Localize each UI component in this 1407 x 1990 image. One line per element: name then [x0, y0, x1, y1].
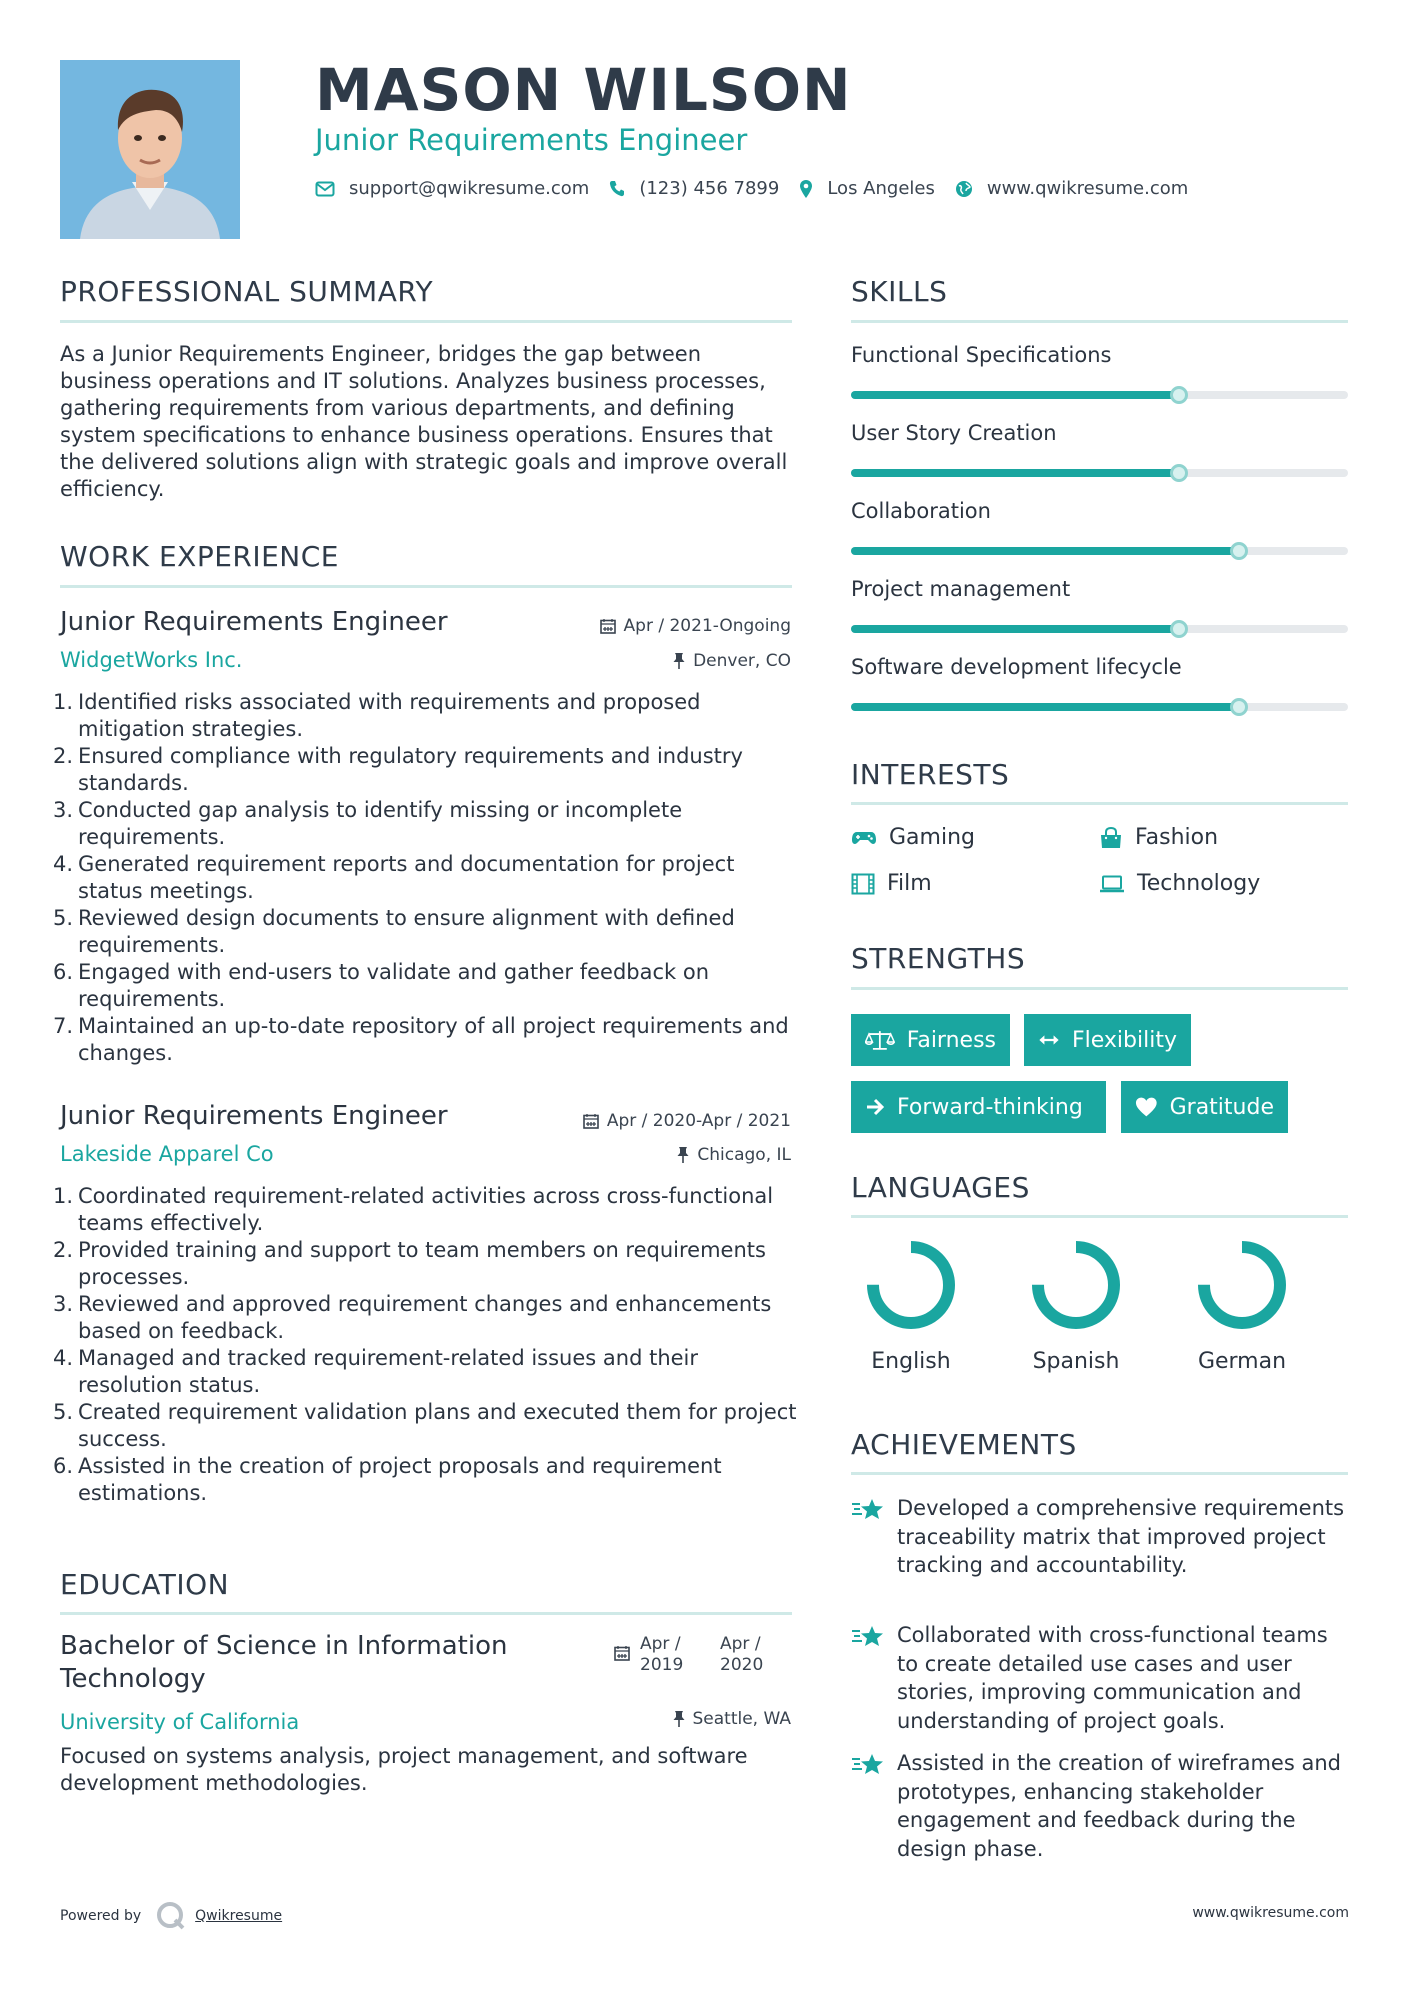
skills-heading: SKILLS — [851, 275, 948, 308]
language-item — [1177, 1240, 1307, 1376]
education-start: Apr / 2019 — [640, 1634, 684, 1675]
language-item — [846, 1240, 976, 1376]
job-company: WidgetWorks Inc. — [60, 648, 243, 672]
skill-bar-fill — [851, 469, 1179, 477]
bullet-number: 3. — [52, 798, 73, 822]
interest-label: Technology — [1137, 871, 1261, 896]
skill-bar-fill — [851, 625, 1179, 633]
envelope-icon — [315, 181, 335, 197]
list-item — [52, 1237, 797, 1291]
skill-label: Project management — [851, 577, 1071, 601]
bullet-number: 5. — [52, 1400, 73, 1424]
bullet-text: Reviewed design documents to ensure alignment with defined requirements. — [78, 906, 735, 957]
skills-divider — [851, 320, 1348, 323]
language-gauge — [1031, 1240, 1121, 1330]
bullet-text: Reviewed and approved requirement changes and enhancements based on feedback. — [78, 1292, 772, 1343]
globe-icon — [955, 180, 973, 198]
strength-label: Forward-thinking — [897, 1094, 1083, 1120]
job-dates — [600, 614, 791, 638]
interest-label: Gaming — [889, 825, 975, 850]
profile-photo — [60, 60, 240, 239]
achievement-item — [851, 1749, 1351, 1863]
bullet-text: Maintained an up-to-date repository of all project requirements and changes. — [78, 1014, 789, 1065]
strength-badge — [851, 1081, 1106, 1133]
education-description: Focused on systems analysis, project management, and software development methodologies. — [60, 1744, 748, 1795]
skill-bar-fill — [851, 391, 1179, 399]
list-item — [52, 1345, 797, 1399]
bullet-number: 1. — [52, 690, 73, 714]
contact-phone-text: (123) 456 7899 — [639, 178, 780, 199]
footer-website[interactable]: www.qwikresume.com — [1192, 1905, 1349, 1921]
education-location-text: Seattle, WA — [692, 1709, 791, 1729]
bullet-number: 1. — [52, 1184, 73, 1208]
shooting-star-icon — [851, 1496, 885, 1524]
candidate-name: MASON WILSON — [315, 56, 852, 124]
bullet-number: 6. — [52, 1454, 73, 1478]
education-divider — [60, 1612, 792, 1615]
skill-bar-knob — [1170, 386, 1188, 404]
skill-bar-track — [851, 469, 1348, 477]
strength-badge — [1024, 1014, 1191, 1066]
list-item — [52, 1453, 797, 1507]
brand-link[interactable]: Qwikresume — [195, 1908, 283, 1924]
bullet-text: Generated requirement reports and documentation for project status meetings. — [78, 852, 735, 903]
pushpin-icon — [673, 1710, 685, 1728]
list-item — [52, 1013, 797, 1067]
bullet-text: Ensured compliance with regulatory requirements and industry standards. — [78, 744, 743, 795]
interest-label: Fashion — [1135, 825, 1219, 850]
bullet-number: 5. — [52, 906, 73, 930]
education-location — [673, 1707, 792, 1731]
shooting-star-icon — [851, 1623, 885, 1651]
achievement-item — [851, 1621, 1351, 1735]
bullet-text: Provided training and support to team members on requirements processes. — [78, 1238, 766, 1289]
contact-phone[interactable] — [609, 178, 779, 199]
job-location — [677, 1143, 791, 1167]
strength-label: Flexibility — [1072, 1027, 1177, 1053]
languages-divider — [851, 1215, 1348, 1218]
interest-item — [851, 869, 932, 899]
interest-label: Film — [887, 871, 932, 896]
language-item — [1011, 1240, 1141, 1376]
achievements-heading: ACHIEVEMENTS — [851, 1428, 1077, 1461]
skill-bar-track — [851, 391, 1348, 399]
bullet-text: Managed and tracked requirement-related issues and their resolution status. — [78, 1346, 699, 1397]
strength-badge — [1121, 1081, 1288, 1133]
bullet-number: 3. — [52, 1292, 73, 1316]
contact-location — [799, 178, 935, 199]
list-item — [52, 851, 797, 905]
film-icon — [851, 873, 875, 895]
strength-label: Gratitude — [1169, 1094, 1274, 1120]
work-divider — [60, 585, 792, 588]
job-bullet-list — [52, 689, 797, 1067]
powered-by-text: Powered by — [60, 1908, 142, 1924]
list-item — [52, 1183, 797, 1237]
list-item — [52, 689, 797, 743]
education-dates — [614, 1634, 800, 1676]
job-location — [673, 649, 791, 673]
education-heading: EDUCATION — [60, 1568, 230, 1601]
work-heading: WORK EXPERIENCE — [60, 540, 339, 573]
skill-bar-fill — [851, 703, 1239, 711]
bullet-number: 2. — [52, 1238, 73, 1262]
skill-label: Collaboration — [851, 499, 991, 523]
language-gauge — [1197, 1240, 1287, 1330]
summary-divider — [60, 320, 792, 323]
footer-branding — [60, 1900, 282, 1932]
pushpin-icon — [673, 652, 685, 670]
skill-bar-knob — [1230, 698, 1248, 716]
contact-website[interactable] — [955, 178, 1188, 199]
list-item — [52, 905, 797, 959]
degree-title: Bachelor of Science in Information Technology — [60, 1631, 508, 1694]
candidate-title: Junior Requirements Engineer — [315, 123, 748, 157]
language-label: German — [1197, 1349, 1287, 1374]
skill-bar-knob — [1170, 464, 1188, 482]
list-item — [52, 743, 797, 797]
bullet-text: Coordinated requirement-related activities across cross-functional teams effectively. — [78, 1184, 774, 1235]
calendar-icon — [583, 1113, 599, 1129]
achievement-text: Collaborated with cross-functional teams to create detailed use cases and user stories, improving communication and understanding of project goals. — [897, 1623, 1328, 1733]
job-title: Junior Requirements Engineer — [60, 1101, 448, 1131]
contact-location-text: Los Angeles — [827, 178, 935, 199]
bullet-text: Engaged with end-users to validate and gather feedback on requirements. — [78, 960, 710, 1011]
job-dates — [583, 1109, 791, 1133]
languages-heading: LANGUAGES — [851, 1171, 1030, 1204]
skill-bar-track — [851, 703, 1348, 711]
achievement-text: Assisted in the creation of wireframes and prototypes, enhancing stakeholder engagement and feedback during the design phase. — [897, 1751, 1341, 1861]
job-location-text: Chicago, IL — [697, 1145, 791, 1165]
language-gauge — [866, 1240, 956, 1330]
language-gauge-arc — [873, 1247, 949, 1323]
list-item — [52, 797, 797, 851]
job-bullet-list — [52, 1183, 797, 1507]
contact-website-text: www.qwikresume.com — [986, 178, 1189, 199]
balance-scale-icon — [865, 1029, 895, 1051]
interest-item — [1099, 869, 1260, 899]
calendar-icon — [614, 1645, 630, 1661]
job-title: Junior Requirements Engineer — [60, 607, 448, 637]
strengths-divider — [851, 987, 1348, 990]
contact-bar — [315, 178, 1208, 199]
skill-bar-track — [851, 625, 1348, 633]
heart-icon — [1135, 1096, 1158, 1118]
pushpin-icon — [677, 1146, 689, 1164]
interest-item — [1099, 823, 1218, 853]
arrow-right-icon — [865, 1097, 885, 1117]
skill-bar-knob — [1170, 620, 1188, 638]
calendar-icon — [600, 618, 616, 634]
strengths-heading: STRENGTHS — [851, 942, 1026, 975]
contact-email-text: support@qwikresume.com — [349, 178, 590, 199]
skill-label: User Story Creation — [851, 421, 1057, 445]
gamepad-icon — [851, 829, 877, 847]
interests-heading: INTERESTS — [851, 758, 1010, 791]
education-end: Apr / 2020 — [720, 1634, 764, 1675]
strength-label: Fairness — [906, 1027, 996, 1053]
skill-label: Functional Specifications — [851, 343, 1112, 367]
shooting-star-icon — [851, 1751, 885, 1779]
skill-bar-knob — [1230, 542, 1248, 560]
summary-text: As a Junior Requirements Engineer, bridges the gap between business operations and IT solutions. Analyzes business processes, gathering requirements from various departments, and defining system specifications to enhance business operations. Ensures that the delivered solutions align with strategic goals and improve overall efficiency. — [60, 342, 788, 501]
language-label: English — [871, 1349, 951, 1374]
bullet-text: Identified risks associated with requirements and proposed mitigation strategies. — [78, 690, 701, 741]
job-company: Lakeside Apparel Co — [60, 1142, 274, 1166]
language-label: Spanish — [1032, 1349, 1120, 1374]
interests-divider — [851, 802, 1348, 805]
list-item — [52, 1399, 797, 1453]
contact-email[interactable] — [315, 178, 589, 199]
strength-badge — [851, 1014, 1010, 1066]
summary-heading: PROFESSIONAL SUMMARY — [60, 275, 434, 308]
bullet-number: 2. — [52, 744, 73, 768]
achievement-item — [851, 1494, 1351, 1580]
language-gauge-arc — [1038, 1247, 1114, 1323]
laptop-icon — [1099, 875, 1125, 893]
skill-bar-fill — [851, 547, 1239, 555]
skill-bar-track — [851, 547, 1348, 555]
bullet-number: 4. — [52, 852, 73, 876]
bullet-number: 7. — [52, 1014, 73, 1038]
qwikresume-logo-icon — [155, 1900, 187, 1932]
skill-label: Software development lifecycle — [851, 655, 1182, 679]
arrows-horizontal-icon — [1038, 1032, 1060, 1048]
bullet-number: 4. — [52, 1346, 73, 1370]
bullet-text: Assisted in the creation of project proposals and requirement estimations. — [78, 1454, 722, 1505]
map-pin-icon — [799, 179, 813, 199]
list-item — [52, 959, 797, 1013]
bullet-text: Conducted gap analysis to identify missing or incomplete requirements. — [78, 798, 683, 849]
job-dates-text: Apr / 2021-Ongoing — [623, 616, 791, 636]
phone-icon — [609, 180, 625, 198]
job-location-text: Denver, CO — [693, 651, 791, 671]
job-dates-text: Apr / 2020-Apr / 2021 — [606, 1111, 791, 1131]
list-item — [52, 1291, 797, 1345]
school-name: University of California — [60, 1710, 300, 1734]
bullet-number: 6. — [52, 960, 73, 984]
bullet-text: Created requirement validation plans and executed them for project success. — [78, 1400, 797, 1451]
shopping-bag-icon — [1099, 827, 1123, 849]
achievement-text: Developed a comprehensive requirements traceability matrix that improved project tracking and accountability. — [897, 1496, 1345, 1577]
achievements-divider — [851, 1472, 1348, 1475]
language-gauge-arc — [1204, 1247, 1280, 1323]
interest-item — [851, 823, 975, 853]
